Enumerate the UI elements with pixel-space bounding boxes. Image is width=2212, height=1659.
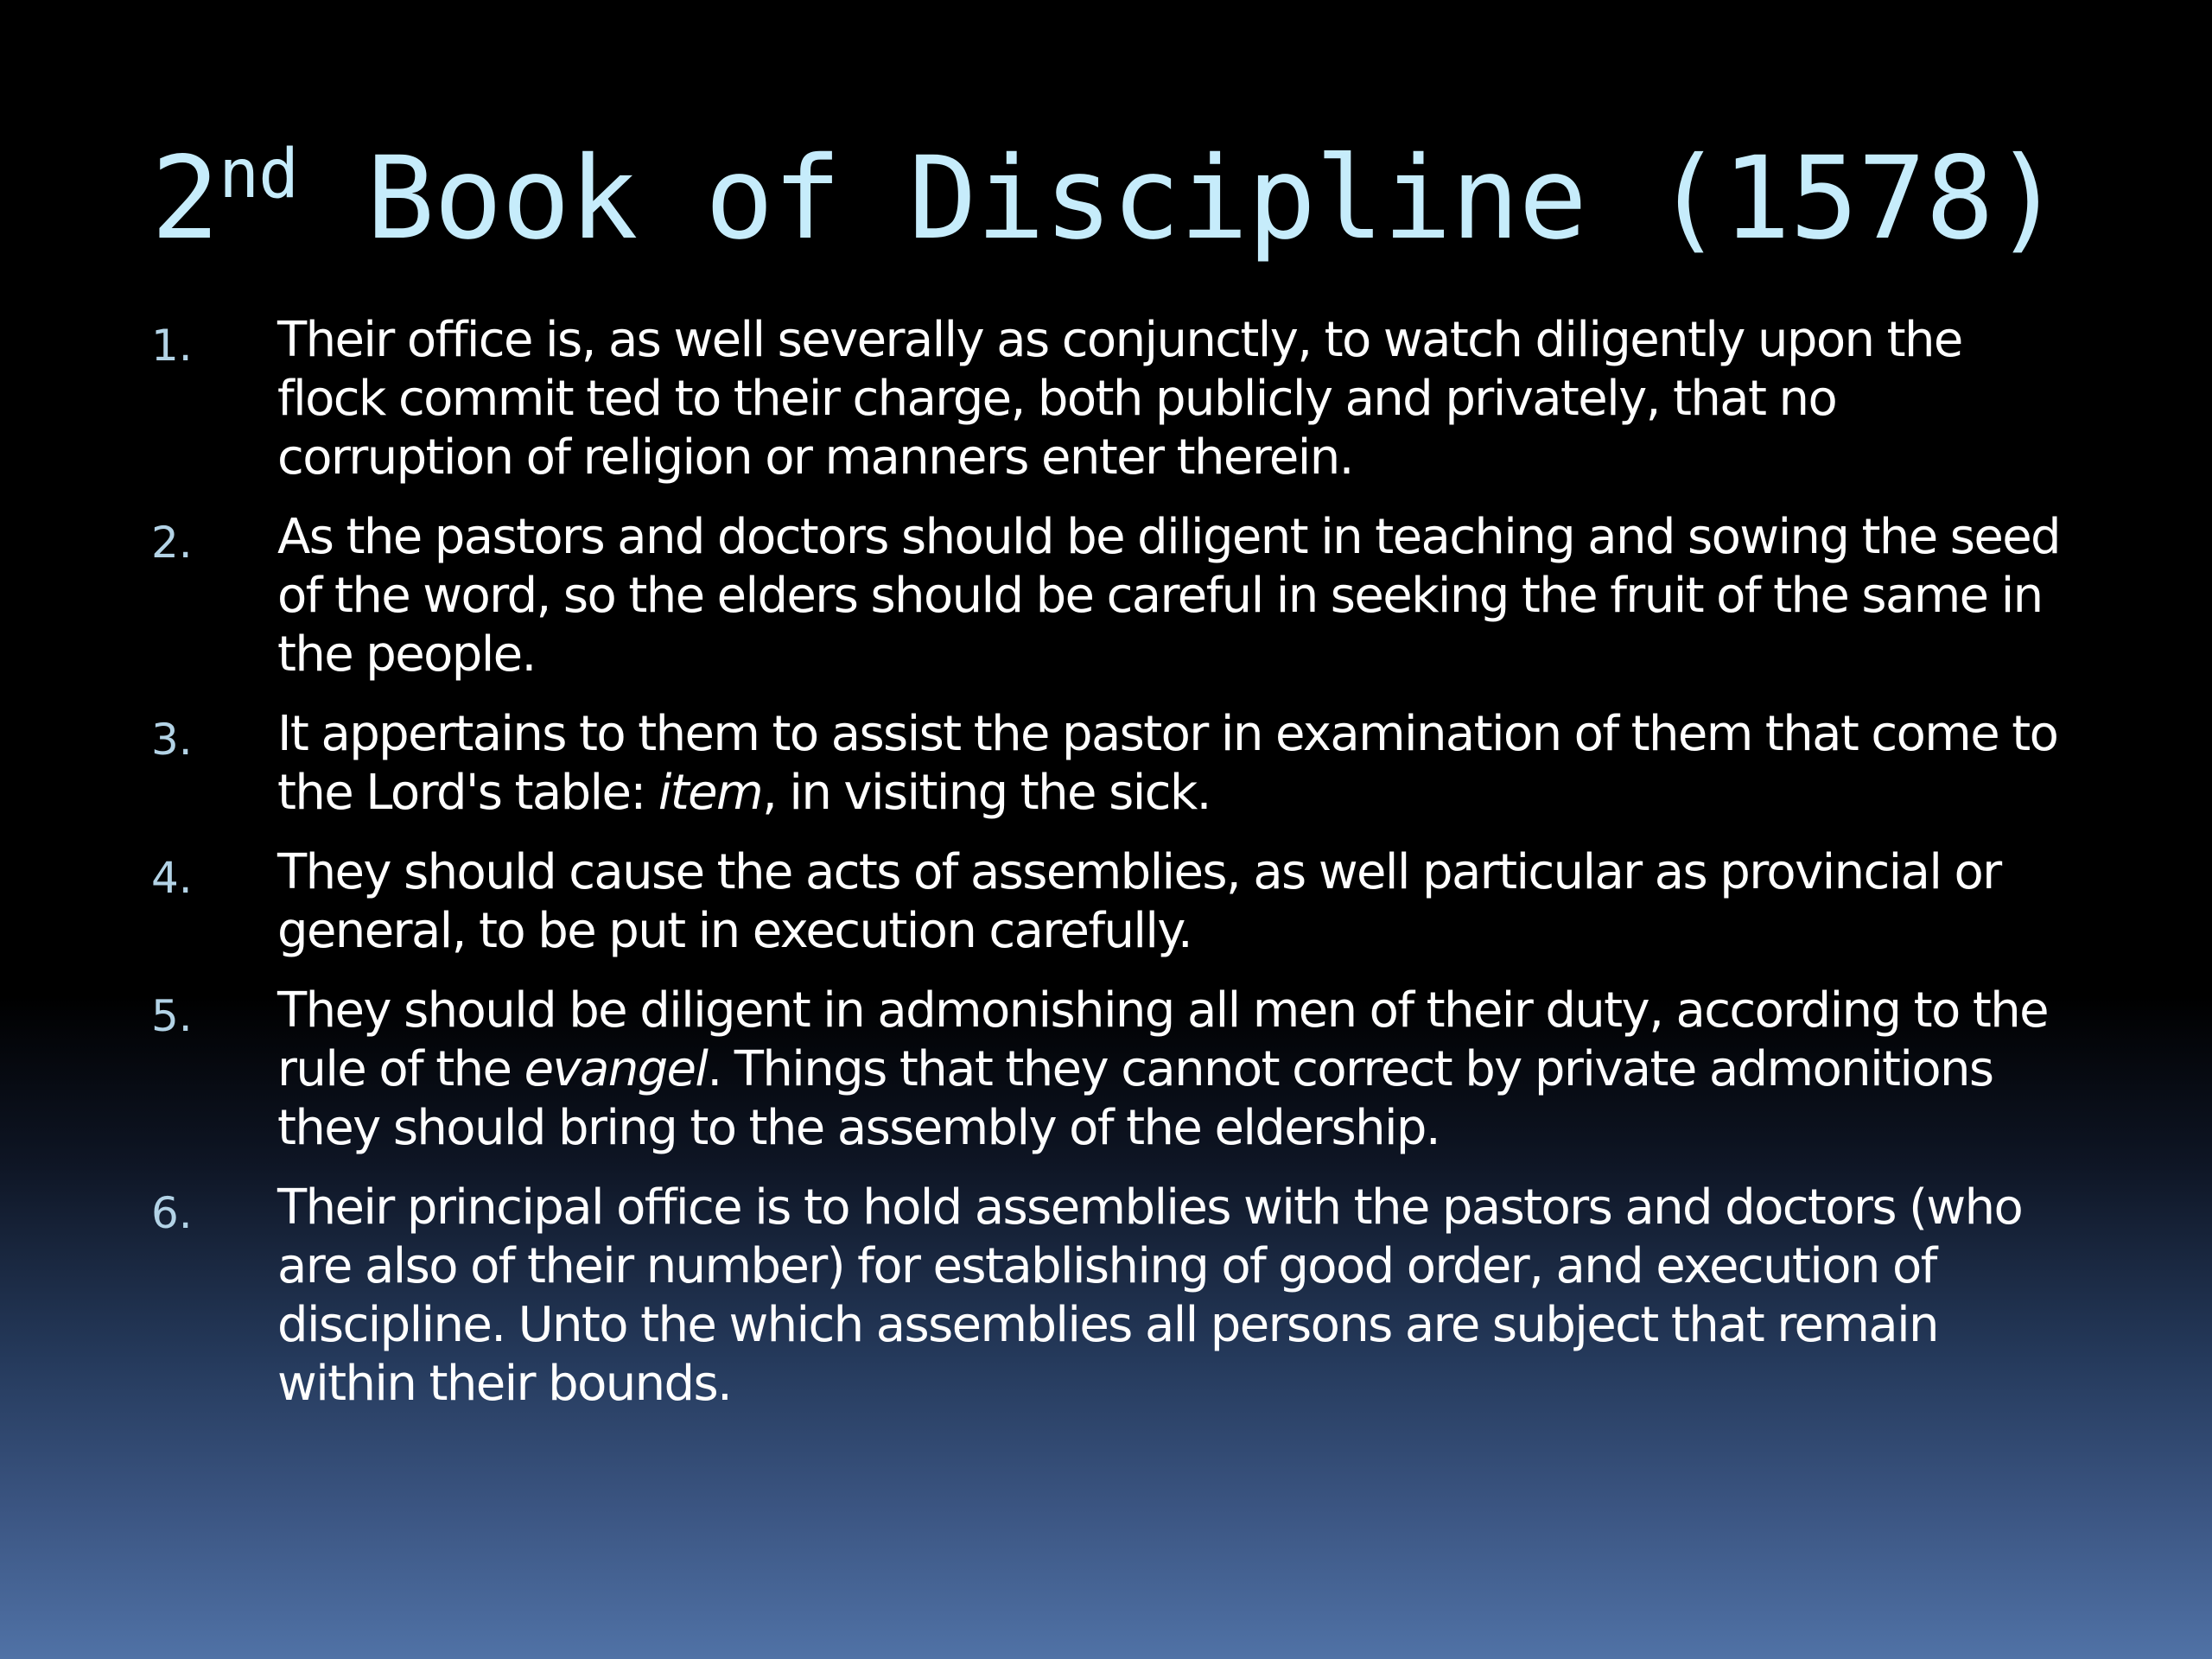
slide-title xyxy=(0,130,2212,268)
list-item-text-part: . Things that they cannot correct by private admonitions they should bring to the assembly of the eldership. xyxy=(277,1041,1993,1156)
list-item-text-part: As the pastors and doctors should be diligent in teaching and sowing the seed of the word, so the elders should be careful in seeking the fruit of the same in the people. xyxy=(277,509,2061,683)
list-item-text-part: They should cause the acts of assemblies, as well particular as provincial or general, to be put in execution carefully. xyxy=(277,844,2001,959)
list-item xyxy=(151,1179,2061,1414)
title-ordinal-suffix: nd xyxy=(219,135,299,213)
list-item-text-part: It appertains to them to assist the pastor in examination of them that come to the Lord's table: xyxy=(277,706,2058,821)
list-item-number: 6. xyxy=(151,1188,193,1238)
list-item xyxy=(151,843,2061,961)
list-item-italic-term: evangel xyxy=(524,1041,708,1097)
list-item-number: 5. xyxy=(151,991,193,1041)
list-item xyxy=(151,311,2061,487)
list-item-text-part: , in visiting the sick. xyxy=(761,765,1211,821)
list-item-text xyxy=(277,982,2061,1158)
list-item-text xyxy=(277,508,2061,684)
list-item-text xyxy=(277,311,2061,487)
list-item xyxy=(151,705,2061,823)
list-item-text xyxy=(277,705,2061,823)
list-item-text-part: Their principal office is to hold assemblies with the pastors and doctors (who are also of their number) for establishing of good order, and execution of discipline. Unto the which assemblies all persons are subject that remain within their bounds. xyxy=(277,1179,2023,1412)
list-item-text xyxy=(277,843,2061,961)
list-item-number: 1. xyxy=(151,321,193,371)
list-item xyxy=(151,508,2061,684)
title-ordinal-number: 2 xyxy=(150,132,219,265)
title-text: Book of Discipline (1578) xyxy=(298,132,2062,265)
numbered-list xyxy=(151,311,2061,1434)
list-item-italic-term: item xyxy=(658,765,762,821)
list-item-number: 4. xyxy=(151,853,193,903)
list-item xyxy=(151,982,2061,1158)
list-item-text-part: Their office is, as well severally as conjunctly, to watch diligently upon the flock commit ted to their charge, both publicly and privately, that no corruption of religion or manners enter therein. xyxy=(277,312,1962,486)
list-item-text xyxy=(277,1179,2061,1414)
list-item-text-part: They should be diligent in admonishing all men of their duty, according to the rule of the xyxy=(277,982,2048,1097)
list-item-number: 2. xyxy=(151,518,193,568)
list-item-number: 3. xyxy=(151,715,193,765)
